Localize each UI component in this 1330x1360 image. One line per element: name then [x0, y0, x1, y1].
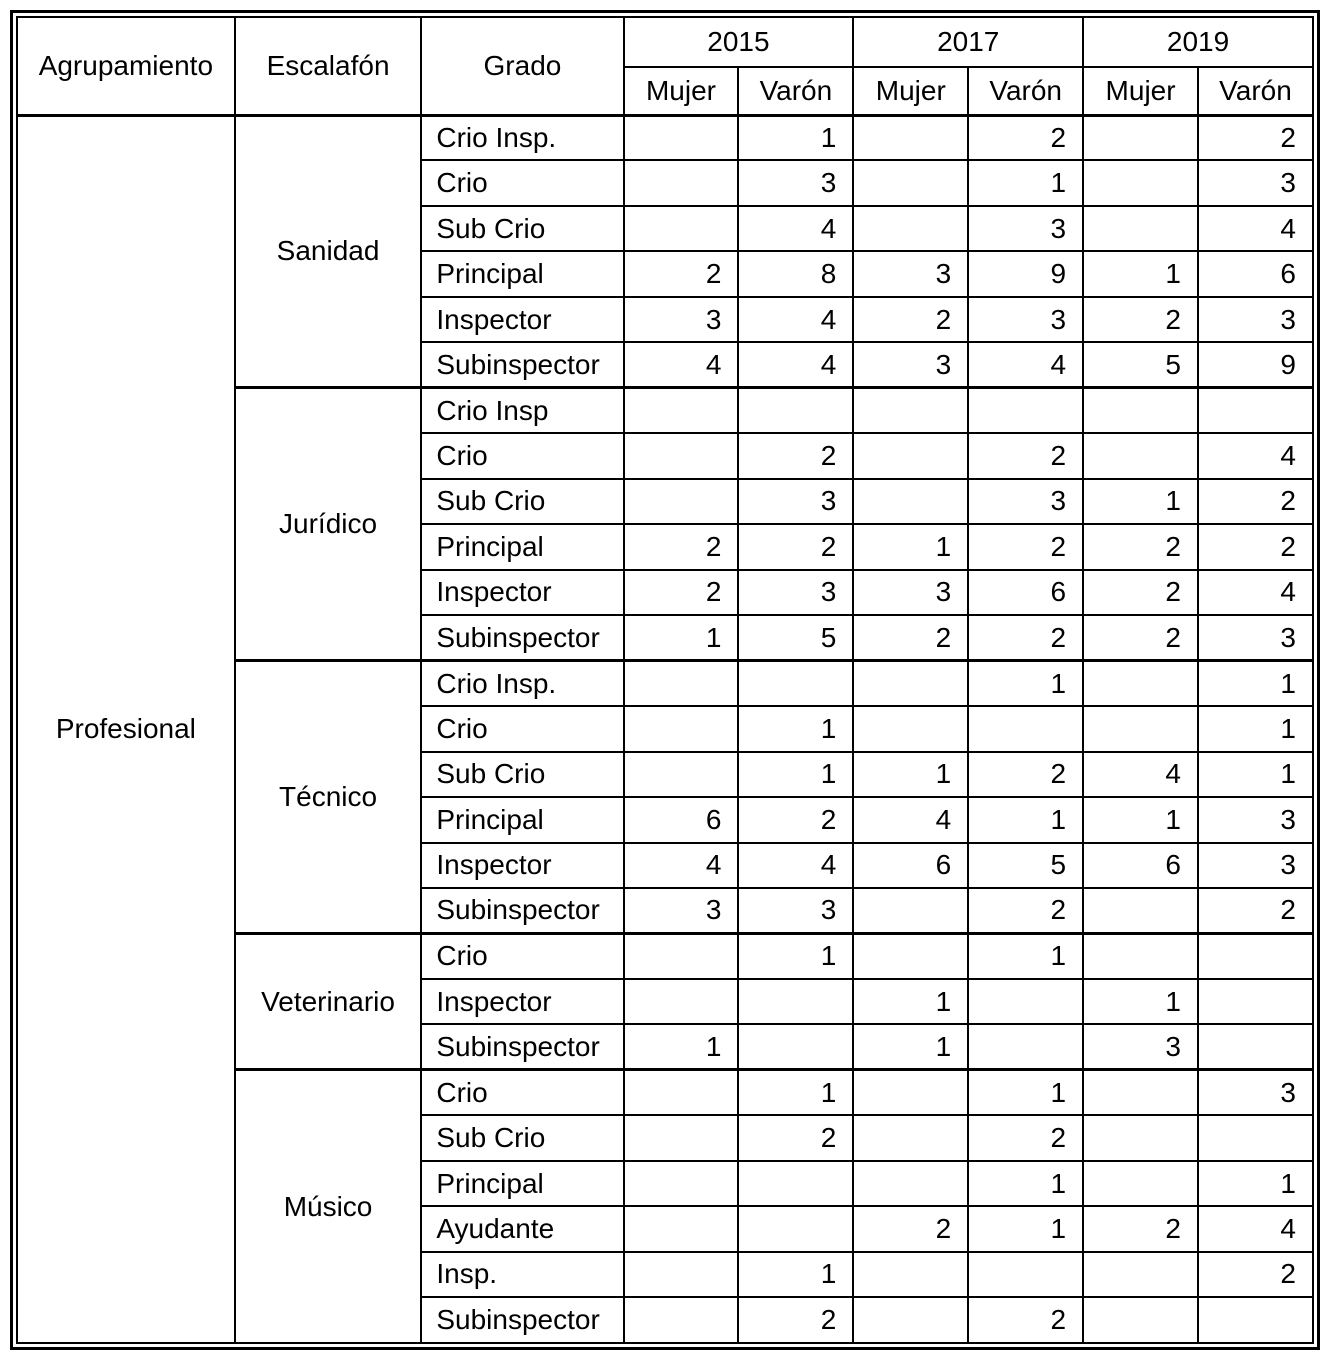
cell-value: 1 — [1083, 979, 1198, 1024]
cell-value: 3 — [853, 342, 968, 387]
cell-value: 1 — [738, 1252, 853, 1297]
cell-value — [1083, 388, 1198, 433]
cell-value: 1 — [1198, 1161, 1313, 1206]
cell-value — [624, 1252, 739, 1297]
cell-value — [968, 388, 1083, 433]
cell-value — [1198, 1115, 1313, 1160]
cell-value: 1 — [1198, 661, 1313, 706]
cell-value — [1083, 115, 1198, 160]
cell-value: 1 — [968, 797, 1083, 842]
cell-value — [1083, 1161, 1198, 1206]
cell-value: 3 — [968, 206, 1083, 251]
cell-value: 6 — [624, 797, 739, 842]
cell-escalafon-sanidad: Sanidad — [235, 115, 422, 388]
cell-value — [738, 388, 853, 433]
cell-value: 2 — [968, 752, 1083, 797]
cell-value — [853, 933, 968, 978]
cell-value: 2 — [853, 615, 968, 660]
cell-value: 2 — [1083, 615, 1198, 660]
cell-value: 1 — [1083, 797, 1198, 842]
cell-value: 1 — [853, 524, 968, 569]
cell-value: 3 — [738, 888, 853, 933]
cell-value: 9 — [1198, 342, 1313, 387]
cell-escalafon-músico: Músico — [235, 1070, 422, 1343]
cell-value: 3 — [853, 570, 968, 615]
cell-value — [624, 933, 739, 978]
cell-value: 9 — [968, 251, 1083, 296]
cell-value — [624, 206, 739, 251]
cell-value: 3 — [1198, 797, 1313, 842]
header-varon-2017: Varón — [968, 67, 1083, 115]
cell-grado: Inspector — [421, 297, 623, 342]
cell-value — [853, 433, 968, 478]
cell-grado: Principal — [421, 251, 623, 296]
cell-value — [624, 433, 739, 478]
cell-value: 3 — [738, 570, 853, 615]
cell-value — [1083, 661, 1198, 706]
header-year-2017: 2017 — [853, 17, 1083, 67]
cell-value: 4 — [738, 297, 853, 342]
cell-value: 1 — [1198, 706, 1313, 751]
cell-value — [1198, 1297, 1313, 1343]
cell-value: 2 — [624, 251, 739, 296]
cell-value: 4 — [853, 797, 968, 842]
cell-value: 2 — [1198, 524, 1313, 569]
cell-value: 1 — [624, 615, 739, 660]
cell-value: 1 — [968, 1161, 1083, 1206]
cell-value: 4 — [1198, 206, 1313, 251]
cell-value — [1198, 933, 1313, 978]
cell-value: 2 — [968, 433, 1083, 478]
header-year-2015: 2015 — [624, 17, 854, 67]
cell-value: 1 — [853, 979, 968, 1024]
header-varon-2015: Varón — [738, 67, 853, 115]
cell-grado: Crio — [421, 433, 623, 478]
cell-value: 3 — [1198, 297, 1313, 342]
cell-value: 2 — [853, 1206, 968, 1251]
cell-grado: Principal — [421, 524, 623, 569]
cell-value: 2 — [624, 570, 739, 615]
cell-value: 2 — [1198, 115, 1313, 160]
cell-value: 1 — [738, 115, 853, 160]
cell-value — [968, 1252, 1083, 1297]
cell-value — [968, 706, 1083, 751]
cell-value: 3 — [1198, 843, 1313, 888]
cell-value — [853, 115, 968, 160]
cell-value: 4 — [1198, 433, 1313, 478]
table-header — [17, 17, 1313, 115]
cell-value: 2 — [968, 615, 1083, 660]
cell-value: 2 — [738, 1115, 853, 1160]
cell-value: 4 — [1198, 570, 1313, 615]
cell-value: 3 — [738, 160, 853, 205]
cell-value — [1198, 979, 1313, 1024]
cell-value — [738, 1024, 853, 1069]
cell-value: 1 — [624, 1024, 739, 1069]
cell-value — [624, 160, 739, 205]
cell-value: 4 — [968, 342, 1083, 387]
header-agrupamiento: Agrupamiento — [17, 17, 235, 115]
cell-value: 3 — [624, 297, 739, 342]
cell-value: 2 — [1198, 479, 1313, 524]
cell-value: 2 — [1198, 1252, 1313, 1297]
cell-grado: Subinspector — [421, 615, 623, 660]
cell-value: 4 — [1198, 1206, 1313, 1251]
cell-value — [1083, 933, 1198, 978]
cell-value — [1083, 1297, 1198, 1343]
cell-value — [853, 1070, 968, 1115]
cell-value: 1 — [1083, 251, 1198, 296]
cell-value: 3 — [1083, 1024, 1198, 1069]
cell-value: 2 — [1083, 524, 1198, 569]
cell-grado: Crio — [421, 1070, 623, 1115]
cell-grado: Subinspector — [421, 1024, 623, 1069]
cell-value — [1083, 1115, 1198, 1160]
cell-value — [738, 1206, 853, 1251]
cell-value: 2 — [968, 524, 1083, 569]
header-varon-2019: Varón — [1198, 67, 1313, 115]
cell-agrupamiento: Profesional — [17, 115, 235, 1343]
cell-value: 1 — [968, 933, 1083, 978]
cell-value: 1 — [738, 1070, 853, 1115]
cell-value: 2 — [1083, 1206, 1198, 1251]
cell-value — [1198, 1024, 1313, 1069]
cell-value — [624, 979, 739, 1024]
cell-value: 3 — [968, 297, 1083, 342]
cell-value — [853, 1252, 968, 1297]
cell-value — [853, 479, 968, 524]
table-row — [17, 115, 1313, 160]
cell-grado: Crio — [421, 160, 623, 205]
cell-grado: Inspector — [421, 570, 623, 615]
cell-value: 1 — [853, 752, 968, 797]
cell-value: 3 — [968, 479, 1083, 524]
cell-value: 2 — [968, 888, 1083, 933]
cell-value: 3 — [853, 251, 968, 296]
cell-escalafon-veterinario: Veterinario — [235, 933, 422, 1069]
cell-value: 1 — [738, 752, 853, 797]
cell-value — [1083, 706, 1198, 751]
cell-value: 4 — [738, 342, 853, 387]
cell-value: 1 — [738, 933, 853, 978]
cell-value: 3 — [1198, 1070, 1313, 1115]
cell-grado: Crio Insp — [421, 388, 623, 433]
cell-value — [968, 979, 1083, 1024]
cell-value — [624, 115, 739, 160]
header-mujer-2015: Mujer — [624, 67, 739, 115]
cell-value: 5 — [968, 843, 1083, 888]
cell-value — [624, 1070, 739, 1115]
cell-value: 6 — [1198, 251, 1313, 296]
cell-grado: Sub Crio — [421, 1115, 623, 1160]
cell-grado: Sub Crio — [421, 752, 623, 797]
cell-value: 2 — [624, 524, 739, 569]
cell-grado: Inspector — [421, 979, 623, 1024]
cell-value: 1 — [1083, 479, 1198, 524]
cell-grado: Sub Crio — [421, 206, 623, 251]
cell-value — [853, 1161, 968, 1206]
cell-value: 4 — [624, 843, 739, 888]
cell-value: 1 — [968, 1206, 1083, 1251]
cell-grado: Inspector — [421, 843, 623, 888]
cell-value: 3 — [1198, 160, 1313, 205]
header-year-2019: 2019 — [1083, 17, 1313, 67]
cell-value: 2 — [968, 115, 1083, 160]
cell-value: 5 — [1083, 342, 1198, 387]
cell-value: 3 — [738, 479, 853, 524]
cell-value — [624, 1297, 739, 1343]
header-mujer-2019: Mujer — [1083, 67, 1198, 115]
cell-value — [624, 1206, 739, 1251]
cell-value — [853, 388, 968, 433]
cell-value — [853, 888, 968, 933]
cell-value: 2 — [738, 524, 853, 569]
cell-grado: Crio — [421, 706, 623, 751]
cell-value: 2 — [968, 1297, 1083, 1343]
cell-escalafon-jurídico: Jurídico — [235, 388, 422, 661]
cell-value: 5 — [738, 615, 853, 660]
cell-value — [853, 160, 968, 205]
cell-value: 6 — [1083, 843, 1198, 888]
cell-grado: Crio Insp. — [421, 115, 623, 160]
cell-grado: Principal — [421, 1161, 623, 1206]
cell-value — [738, 979, 853, 1024]
cell-grado: Crio — [421, 933, 623, 978]
cell-value — [624, 661, 739, 706]
cell-value: 2 — [1083, 570, 1198, 615]
cell-value — [1083, 888, 1198, 933]
cell-value — [624, 706, 739, 751]
cell-value: 2 — [738, 797, 853, 842]
table-body — [17, 115, 1313, 1343]
cell-value — [1083, 160, 1198, 205]
cell-value — [738, 1161, 853, 1206]
cell-value — [624, 479, 739, 524]
staff-by-rank-gender-table — [16, 16, 1314, 1344]
cell-value — [1198, 388, 1313, 433]
cell-value: 1 — [968, 160, 1083, 205]
cell-value: 2 — [738, 433, 853, 478]
cell-value — [1083, 1252, 1198, 1297]
cell-value: 6 — [968, 570, 1083, 615]
cell-value — [1083, 1070, 1198, 1115]
table-frame — [10, 10, 1320, 1350]
cell-value: 2 — [738, 1297, 853, 1343]
cell-value — [624, 1161, 739, 1206]
cell-value — [853, 206, 968, 251]
cell-value — [738, 661, 853, 706]
cell-value — [624, 388, 739, 433]
cell-grado: Sub Crio — [421, 479, 623, 524]
cell-value: 2 — [1198, 888, 1313, 933]
cell-grado: Subinspector — [421, 888, 623, 933]
cell-value — [624, 752, 739, 797]
cell-value: 1 — [968, 661, 1083, 706]
header-mujer-2017: Mujer — [853, 67, 968, 115]
cell-value: 4 — [738, 206, 853, 251]
cell-value — [968, 1024, 1083, 1069]
cell-grado: Ayudante — [421, 1206, 623, 1251]
cell-value: 8 — [738, 251, 853, 296]
cell-value — [853, 661, 968, 706]
cell-value: 4 — [738, 843, 853, 888]
cell-value: 1 — [738, 706, 853, 751]
cell-value: 4 — [624, 342, 739, 387]
cell-value: 1 — [853, 1024, 968, 1069]
cell-escalafon-técnico: Técnico — [235, 661, 422, 934]
cell-grado: Subinspector — [421, 1297, 623, 1343]
cell-value: 3 — [624, 888, 739, 933]
cell-value — [1083, 206, 1198, 251]
header-row-years — [17, 17, 1313, 67]
cell-grado: Subinspector — [421, 342, 623, 387]
cell-value — [853, 1297, 968, 1343]
cell-value — [853, 1115, 968, 1160]
header-grado: Grado — [421, 17, 623, 115]
cell-value: 2 — [968, 1115, 1083, 1160]
header-escalafon: Escalafón — [235, 17, 422, 115]
cell-value: 3 — [1198, 615, 1313, 660]
cell-value: 6 — [853, 843, 968, 888]
cell-value: 1 — [1198, 752, 1313, 797]
cell-grado: Insp. — [421, 1252, 623, 1297]
cell-value: 1 — [968, 1070, 1083, 1115]
cell-grado: Principal — [421, 797, 623, 842]
cell-grado: Crio Insp. — [421, 661, 623, 706]
cell-value — [853, 706, 968, 751]
cell-value: 4 — [1083, 752, 1198, 797]
cell-value — [624, 1115, 739, 1160]
cell-value: 2 — [1083, 297, 1198, 342]
cell-value — [1083, 433, 1198, 478]
cell-value: 2 — [853, 297, 968, 342]
